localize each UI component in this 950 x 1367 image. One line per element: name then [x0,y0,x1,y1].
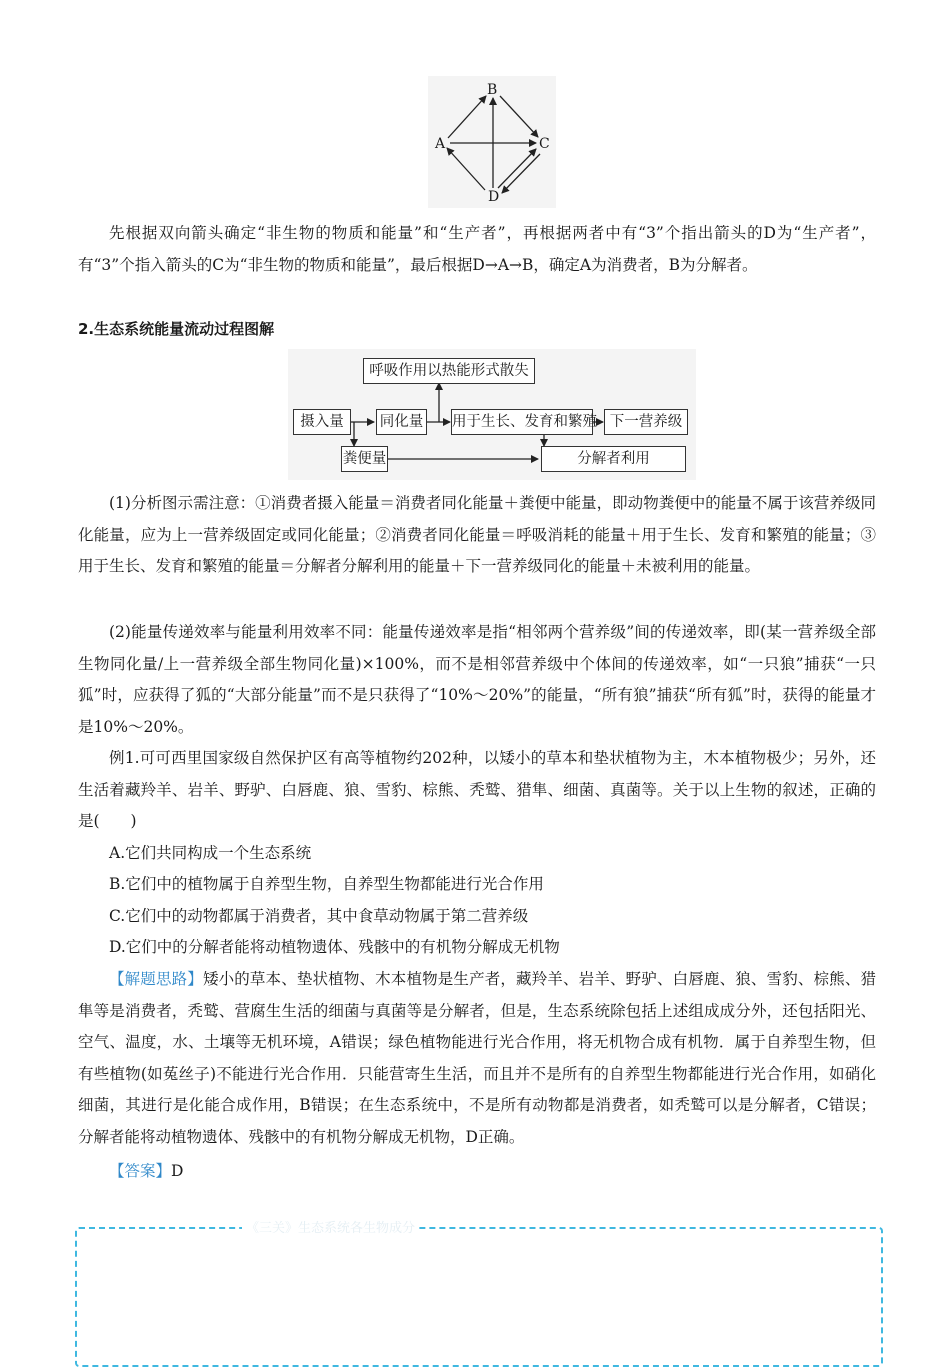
answer [109,1156,183,1188]
label-c: C [539,136,550,152]
option-d: D.它们中的分解者能将动植物遗体、残骸中的有机物分解成无机物 [109,938,560,956]
analysis-label: 【解题思路】 [109,970,203,988]
respiration-box: 呼吸作用以热能形式散失 [363,358,535,384]
option-b: B.它们中的植物属于自养型生物，自养型生物都能进行光合作用 [109,875,544,893]
ecosystem-components-diagram [428,76,556,208]
note-1: (1)分析图示需注意：①消费者摄入能量＝消费者同化能量＋粪便中能量，即动物粪便中的能量不属于该营养级同化能量，应为上一营养级固定或同化能量；②消费者同化能量＝呼吸消耗的能量＋用于生长、发育和繁殖的能量；③用于生长、发育和繁殖的能量＝分解者分解利用的能量＋下一营养级同化的能量＋未被利用的能量。 [78,494,876,575]
section-heading: 2.生态系统能量流动过程图解 [78,320,275,338]
analysis-text: 矮小的草本、垫状植物、木本植物是生产者，藏羚羊、岩羊、野驴、白唇鹿、狼、雪豹、棕熊、猎隼等是消费者，秃鹫、营腐生生活的细菌与真菌等是分解者，但是，生态系统除包括上述组成成分外，还包括阳光、空气、温度，水、土壤等无机环境，A错误；绿色植物能进行光合作用，将无机物合成有机物．属于自养型生物，但有些植物(如菟丝子)不能进行光合作用．只能营寄生生活，而且并不是所有的自养型生物都能进行光合作用，如硝化细菌，其进行是化能合成作用，B错误；在生态系统中，不是所有动物都是消费者，如秃鹫可以是分解者，C错误；分解者能将动植物遗体、残骸中的有机物分解成无机物，D正确。 [78,970,876,1146]
label-b: B [487,82,498,98]
diagram-explanation: 先根据双向箭头确定“非生物的物质和能量”和“生产者”，再根据两者中有“3”个指出箭头的D为“生产者”，有“3”个指入箭头的C为“非生物的物质和能量”，最后根据D→A→B，确定A为消费者，B为分解者。 [78,224,876,274]
option-c: C.它们中的动物都属于消费者，其中食草动物属于第二营养级 [109,907,529,925]
answer-value: D [171,1162,184,1180]
example-question: 例1.可可西里国家级自然保护区有高等植物约202种，以矮小的草本和垫状植物为主，木本植物极少；另外，还生活着藏羚羊、岩羊、野驴、白唇鹿、狼、雪豹、棕熊、秃鹫、猎隼、细菌、真菌等。关于以上生物的叙述，正确的是( ) [78,749,876,830]
intake-box: 摄入量 [293,409,351,435]
dashed-section-box [75,1221,883,1367]
label-d: D [488,189,500,205]
next-level-box: 下一营养级 [604,409,688,435]
option-a: A.它们共同构成一个生态系统 [109,844,312,862]
growth-box: 用于生长、发育和繁殖 [451,409,593,435]
feces-box: 粪便量 [341,446,388,472]
energy-flow-diagram [288,349,696,480]
analysis [78,964,876,1153]
assimilation-box: 同化量 [376,409,427,435]
label-a: A [435,136,446,152]
box-title: 《三关》生态系统各生物成分 [242,1217,419,1236]
decomposer-box: 分解者利用 [541,446,686,472]
answer-label: 【答案】 [109,1162,172,1180]
note-2: (2)能量传递效率与能量利用效率不同：能量传递效率是指“相邻两个营养级”间的传递效率，即(某一营养级全部生物同化量/上一营养级全部生物同化量)×100%，而不是相邻营养级中个体间的传递效率，如“一只狼”捕获“一只狐”时，应获得了狐的“大部分能量”而不是只获得了“10%～20%”的能量，“所有狼”捕获“所有狐”时，获得的能量才是10%～20%。 [78,623,876,736]
